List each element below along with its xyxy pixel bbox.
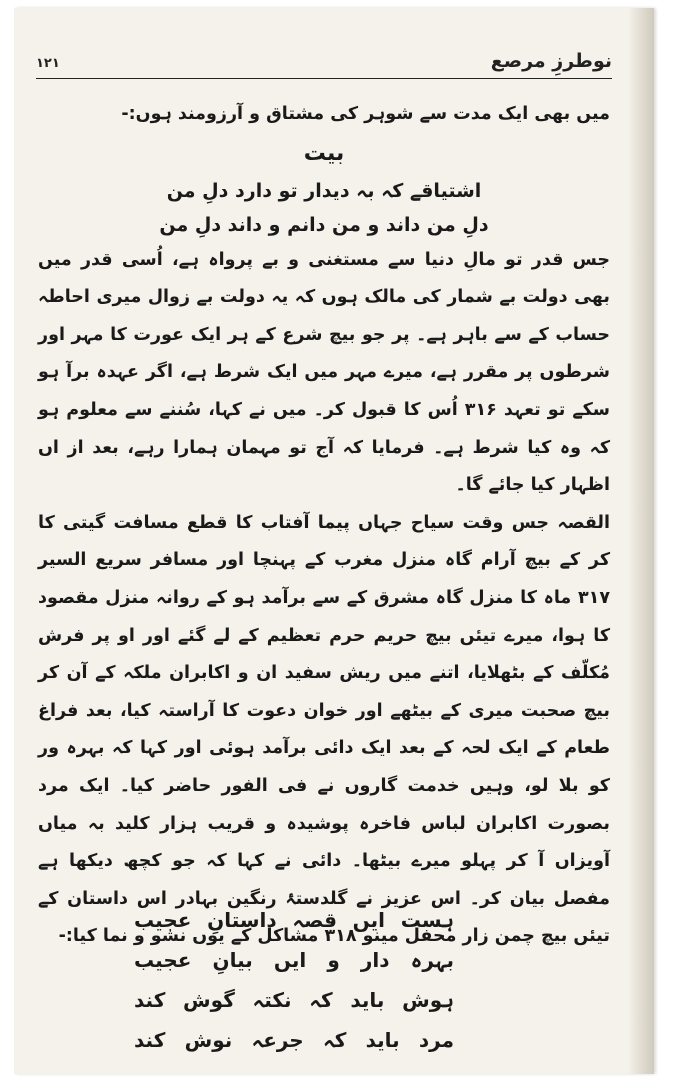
paragraph-2: القصہ جس وقت سیاح جہاں پیما آفتاب کا قطع مسافت گیتی کا کر کے بیچ آرام گاہ منزل مغرب کے پہنچا اور مسافر سریع السیر ۳۱۷ ماہ کا منزل گاہ مشرق کے سے برآمد ہو کے روانہ منزل مقصود کا ہوا، میرے تیئں بیچ حریم حرم تعظیم کے لے گئے اور او پر فرش مُکلّف کے بٹھلایا، اتنے میں ریش سفید ان و اکابران ملکہ کے آن کر بیچ صحبت میری کے بیٹھے اور خوان دعوت کا آراستہ کیا، بعد فراغ طعام کے ایک لحہ کے بعد ایک دائی برآمد ہوئی اور کہا کہ بہرہ ور کو بلا لو، وہیں خدمت گاروں نے فی الفور حاضر کیا۔ ایک مرد بصورت اکابران لباس فاخرہ پوشیدہ و قریب ہزار کلید بہ میاں آویزاں آ کر پہلو میرے بیٹھا۔ دائی نے کہا کہ جو کچھ دیکھا ہے مفصل بیان کر۔ اس عزیز نے گلدستۂ رنگین بہادر اس داستان کے تیئں بیچ چمن زار محفل مینو ۳۱۸ مشاکل کے یوں نشو و نما کیا:- — [38, 512, 610, 947]
verse-line-2: بہرہ دار و ایں بیانِ عجیب — [134, 948, 454, 972]
page-number: ۱۲۱ — [36, 56, 60, 71]
book-page — [14, 8, 654, 1074]
running-header — [36, 42, 612, 82]
book-spine-shadow — [628, 8, 654, 1074]
verse-line-3: ہوش باید کہ نکتہ گوش کند — [134, 988, 454, 1012]
couplet-line-2: دلِ من داند و من دانم و داند دلِ من — [159, 213, 489, 236]
verse-block — [134, 900, 454, 1060]
intro-line: میں بھی ایک مدت سے شوہر کی مشتاق و آرزومند ہوں:- — [121, 104, 610, 124]
header-rule — [36, 78, 612, 79]
section-heading: بیت — [303, 140, 345, 166]
verse-line-1: ہست ایں قصہ داستانِ عجیب — [134, 908, 454, 932]
couplet-line-1: اشتیاقے کہ بہ دیدار تو دارد دلِ من — [166, 179, 482, 202]
running-title: نوطرزِ مرصع — [490, 50, 612, 72]
paragraph-1: جس قدر تو مالِ دنیا سے مستغنی و بے پرواہ ہے، اُسی قدر میں بھی دولت بے شمار کی مالک ہوں کہ یہ دولت بے زوال میری احاطہ حساب کے سے باہر ہے۔ پر جو بیچ شرع کے ہر ایک عورت کا مہر اور شرطوں پر مقرر ہے، میرے مہر میں ایک شرط ہے، اگر عہدہ برآ ہو سکے تو تعہد ۳۱۶ اُس کا قبول کر۔ میں نے کہا، سُننے سے معلوم ہو کہ وہ کیا شرط ہے۔ فرمایا کہ آج تو مہمان ہمارا رہے، بعد از اں اظہار کیا جائے گا۔ — [38, 249, 610, 496]
main-text — [38, 96, 610, 956]
verse-line-4: مرد باید کہ جرعہ نوش کند — [134, 1028, 454, 1052]
